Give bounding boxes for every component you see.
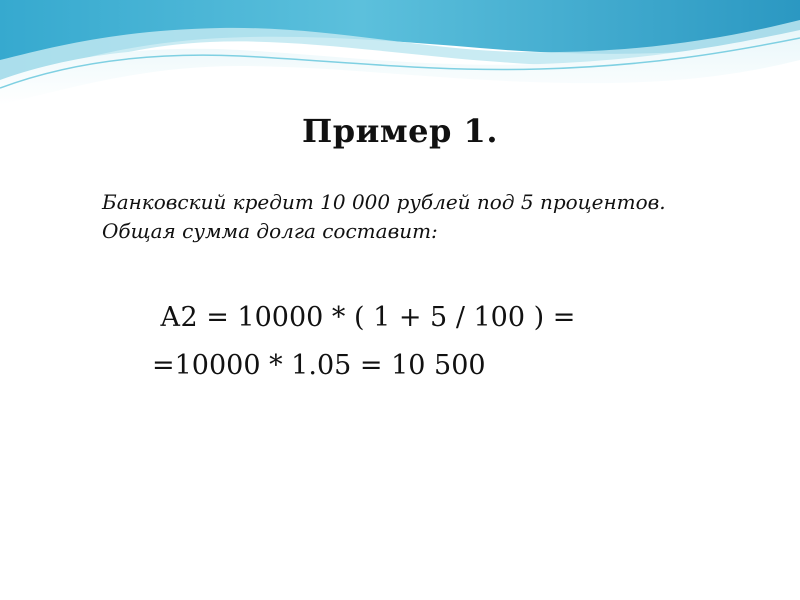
problem-text-line: Банковский кредит 10 000 рублей под 5 процентов. [102,190,666,214]
wave-header-decoration [0,0,800,110]
slide-title: Пример 1. [302,112,498,150]
problem-text-line: Общая сумма долга составит: [102,219,438,243]
formula-line: А2 = 10000 * ( 1 + 5 / 100 ) = [160,302,576,333]
formula-line: =10000 * 1.05 = 10 500 [152,350,486,381]
problem-text [102,188,762,246]
